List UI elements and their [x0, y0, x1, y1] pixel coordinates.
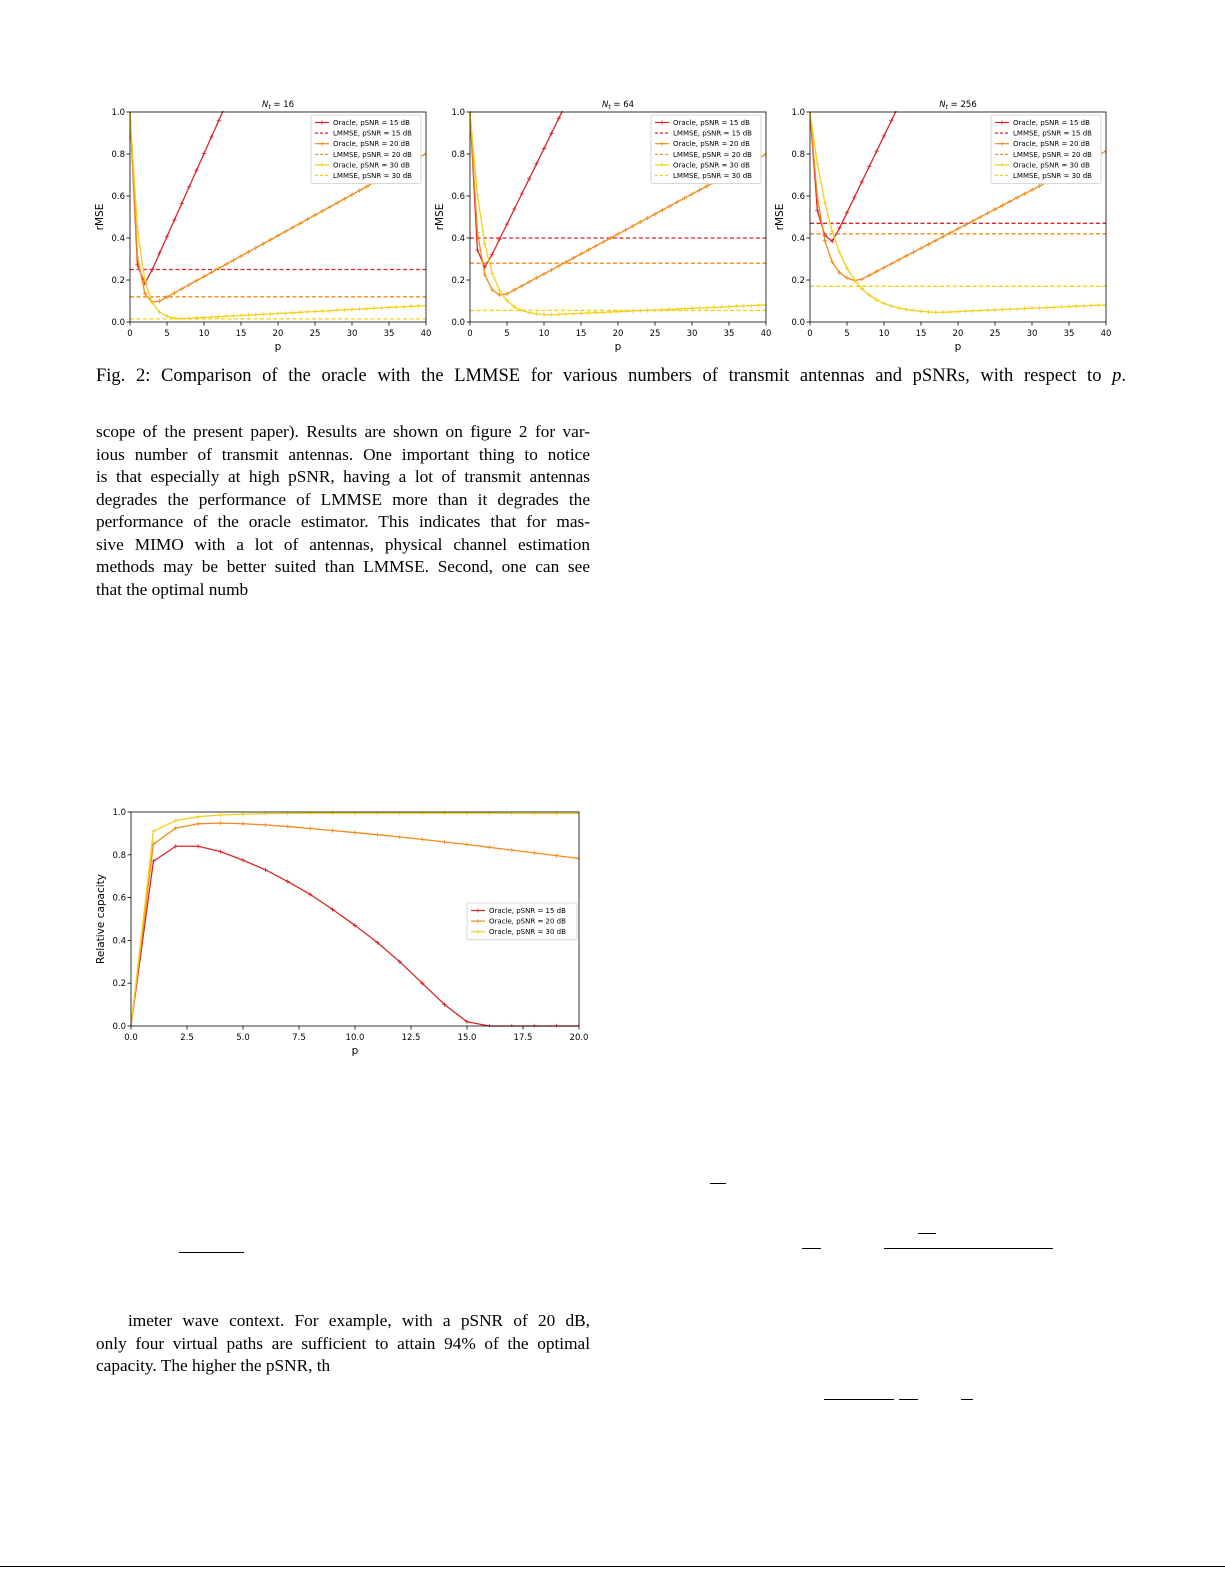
text-line: methods may be better suited than LMMSE. Second, one can see [96, 557, 590, 576]
x-tick-label: 5 [164, 329, 170, 339]
series-point [241, 812, 245, 816]
series-point [442, 840, 446, 844]
y-tick-label: 0.0 [112, 1022, 126, 1032]
x-tick-label: 0 [807, 329, 813, 339]
y-tick-label: 0.4 [111, 234, 125, 244]
equation-fraction-bar [961, 1399, 973, 1400]
y-tick-label: 0.8 [111, 150, 125, 160]
y-axis-label: rMSE [434, 203, 446, 231]
legend-entry: Oracle, pSNR = 20 dB [673, 140, 750, 149]
x-tick-label: 20 [272, 329, 284, 339]
x-tick-label: 0 [467, 329, 473, 339]
y-tick-label: 0.0 [111, 318, 125, 328]
x-tick-label: 20 [612, 329, 624, 339]
equation-fraction-bar [802, 1248, 821, 1249]
series-point [218, 813, 222, 817]
figure-caption-text: Fig. 2: Comparison of the oracle with the LMMSE for various numbers of transmit antennas and pSNRs, with respect to [96, 366, 1113, 386]
series-point [263, 823, 267, 827]
text-line: is that especially at high pSNR, having a lot of transmit antennas [96, 467, 590, 486]
x-tick-label: 40 [760, 329, 772, 339]
x-tick-label: 25 [649, 329, 661, 339]
page-bottom-rule [0, 1566, 1225, 1567]
series-point [241, 858, 245, 862]
figure-caption-end: . [1121, 366, 1126, 386]
x-tick-label: 15 [915, 329, 927, 339]
equation-fraction-bar [824, 1399, 894, 1400]
legend-entry: LMMSE, pSNR = 30 dB [673, 172, 752, 180]
equation-fraction-bar [899, 1399, 918, 1400]
legend-entry: Oracle, pSNR = 20 dB [489, 917, 566, 926]
y-tick-label: 0.8 [112, 850, 126, 861]
text-line: capacity. The higher the pSNR, th [96, 1356, 331, 1375]
x-tick-label: 35 [1063, 329, 1075, 339]
x-tick-label: 2.5 [180, 1033, 194, 1043]
legend-entry: Oracle, pSNR = 30 dB [673, 161, 750, 170]
title-value: = 64 [610, 100, 635, 110]
y-tick-label: 1.0 [791, 108, 805, 118]
y-tick-label: 0.2 [111, 276, 125, 286]
series-point [196, 815, 200, 819]
legend-entry: LMMSE, pSNR = 20 dB [333, 150, 412, 159]
x-tick-label: 5 [844, 329, 850, 339]
legend-entry: Oracle, pSNR = 20 dB [1013, 140, 1090, 149]
y-axis-label: rMSE [94, 203, 106, 231]
legend-entry: Oracle, pSNR = 15 dB [673, 119, 750, 127]
series-point [196, 822, 200, 826]
series-point [196, 844, 200, 848]
legend-entry: Oracle, pSNR = 20 dB [333, 140, 410, 149]
x-axis-label: p [614, 341, 622, 353]
x-tick-label: 40 [420, 329, 432, 339]
x-tick-label: 40 [1100, 329, 1112, 339]
series-point [510, 848, 514, 852]
x-axis-label: p [351, 1045, 359, 1057]
y-tick-label: 0.4 [791, 234, 805, 244]
legend-entry: LMMSE, pSNR = 20 dB [673, 150, 752, 159]
x-tick-label: 25 [309, 329, 321, 339]
legend-entry: LMMSE, pSNR = 20 dB [1013, 150, 1092, 159]
legend-entry: Oracle, pSNR = 30 dB [1013, 161, 1090, 170]
y-tick-label: 0.2 [112, 979, 126, 990]
y-tick-label: 0.2 [791, 276, 805, 286]
legend-entry: Oracle, pSNR = 30 dB [333, 161, 410, 170]
text-line: that the optimal numb [96, 579, 249, 599]
y-tick-label: 1.0 [112, 808, 126, 818]
y-axis-label: Relative capacity [95, 873, 107, 965]
equation-fraction-bar [179, 1252, 244, 1253]
x-tick-label: 10 [198, 329, 210, 339]
title-subscript: t [608, 104, 611, 111]
x-tick-label: 20 [952, 329, 964, 339]
x-tick-label: 35 [723, 329, 735, 339]
y-tick-label: 0.0 [791, 318, 805, 328]
text-line: ious number of transmit antennas. One important thing to notice [96, 444, 590, 464]
series-point [308, 826, 312, 830]
legend-entry: LMMSE, pSNR = 30 dB [333, 172, 412, 180]
y-tick-label: 1.0 [451, 108, 465, 118]
series-point [218, 821, 222, 825]
x-tick-label: 10.0 [345, 1033, 365, 1043]
x-tick-label: 15 [575, 329, 587, 339]
y-tick-label: 0.4 [112, 936, 126, 947]
text-line: only four virtual paths are sufficient to attain 94% of the optimal [96, 1333, 590, 1353]
equation-fraction-bar [710, 1183, 726, 1184]
y-tick-label: 0.6 [112, 893, 126, 904]
text-line: sive MIMO with a lot of antennas, physical channel estimation [96, 534, 590, 554]
title-value: = 16 [270, 100, 295, 110]
equation-fraction-bar [918, 1233, 936, 1234]
y-tick-label: 0.4 [451, 234, 465, 244]
x-tick-label: 0.0 [124, 1033, 138, 1043]
legend-entry: Oracle, pSNR = 15 dB [333, 119, 410, 127]
series-point [218, 849, 222, 853]
series-point [465, 842, 469, 846]
series-point [353, 830, 357, 834]
x-tick-label: 0 [127, 329, 133, 339]
title-symbol: N [939, 100, 946, 110]
legend-entry: LMMSE, pSNR = 15 dB [673, 129, 752, 138]
series-point [286, 824, 290, 828]
body-paragraph-2 [96, 1310, 590, 1378]
series-point [487, 845, 491, 849]
x-tick-label: 17.5 [513, 1033, 533, 1043]
x-tick-label: 5.0 [236, 1033, 250, 1043]
text-line: performance of the oracle estimator. This indicates that for mas- [96, 512, 590, 531]
text-line: degrades the performance of LMMSE more than it degrades the [96, 489, 590, 509]
x-tick-label: 30 [346, 329, 358, 339]
x-tick-label: 30 [686, 329, 698, 339]
legend-entry: Oracle, pSNR = 30 dB [489, 928, 566, 937]
x-tick-label: 5 [504, 329, 510, 339]
legend-entry: LMMSE, pSNR = 30 dB [1013, 172, 1092, 180]
legend-entry: LMMSE, pSNR = 15 dB [1013, 129, 1092, 138]
series-point [398, 835, 402, 839]
x-tick-label: 30 [1026, 329, 1038, 339]
title-symbol: N [261, 100, 269, 110]
text-line: imeter wave context. For example, with a pSNR of 20 dB, [128, 1311, 590, 1330]
y-tick-label: 0.8 [791, 150, 805, 160]
series-point [532, 851, 536, 855]
legend-entry: LMMSE, pSNR = 15 dB [333, 129, 412, 138]
x-tick-label: 20.0 [569, 1033, 589, 1043]
y-axis-label: rMSE [774, 203, 786, 231]
title-symbol: N [601, 100, 609, 110]
y-tick-label: 0.6 [791, 192, 805, 202]
y-tick-label: 0.8 [451, 150, 465, 160]
title-subscript: t [268, 104, 271, 111]
x-axis-label: p [954, 341, 962, 353]
y-tick-label: 0.6 [111, 192, 125, 202]
text-line: scope of the present paper). Results are shown on figure 2 for var- [96, 422, 590, 441]
legend-entry: Oracle, pSNR = 15 dB [489, 907, 566, 915]
x-tick-label: 10 [538, 329, 550, 339]
y-tick-label: 1.0 [111, 108, 125, 118]
title-value: = 256 [947, 100, 977, 110]
x-tick-label: 7.5 [292, 1033, 306, 1043]
title-subscript: t [945, 104, 948, 111]
legend-entry: Oracle, pSNR = 15 dB [1013, 119, 1090, 127]
x-tick-label: 10 [878, 329, 890, 339]
x-tick-label: 15.0 [457, 1033, 477, 1043]
series-point [174, 818, 178, 822]
figure-caption-variable: p [1112, 366, 1122, 386]
x-tick-label: 15 [235, 329, 247, 339]
y-tick-label: 0.0 [451, 318, 465, 328]
series-point [420, 837, 424, 841]
equation-fraction-bar [884, 1248, 1053, 1249]
y-tick-label: 0.6 [451, 192, 465, 202]
x-tick-label: 12.5 [401, 1033, 421, 1043]
series-point [330, 828, 334, 832]
y-tick-label: 0.2 [451, 276, 465, 286]
x-tick-label: 35 [383, 329, 395, 339]
series-point [241, 822, 245, 826]
series-point [375, 832, 379, 836]
x-axis-label: p [274, 341, 282, 353]
series-point [554, 853, 558, 857]
series-point [151, 829, 155, 833]
x-tick-label: 25 [989, 329, 1001, 339]
